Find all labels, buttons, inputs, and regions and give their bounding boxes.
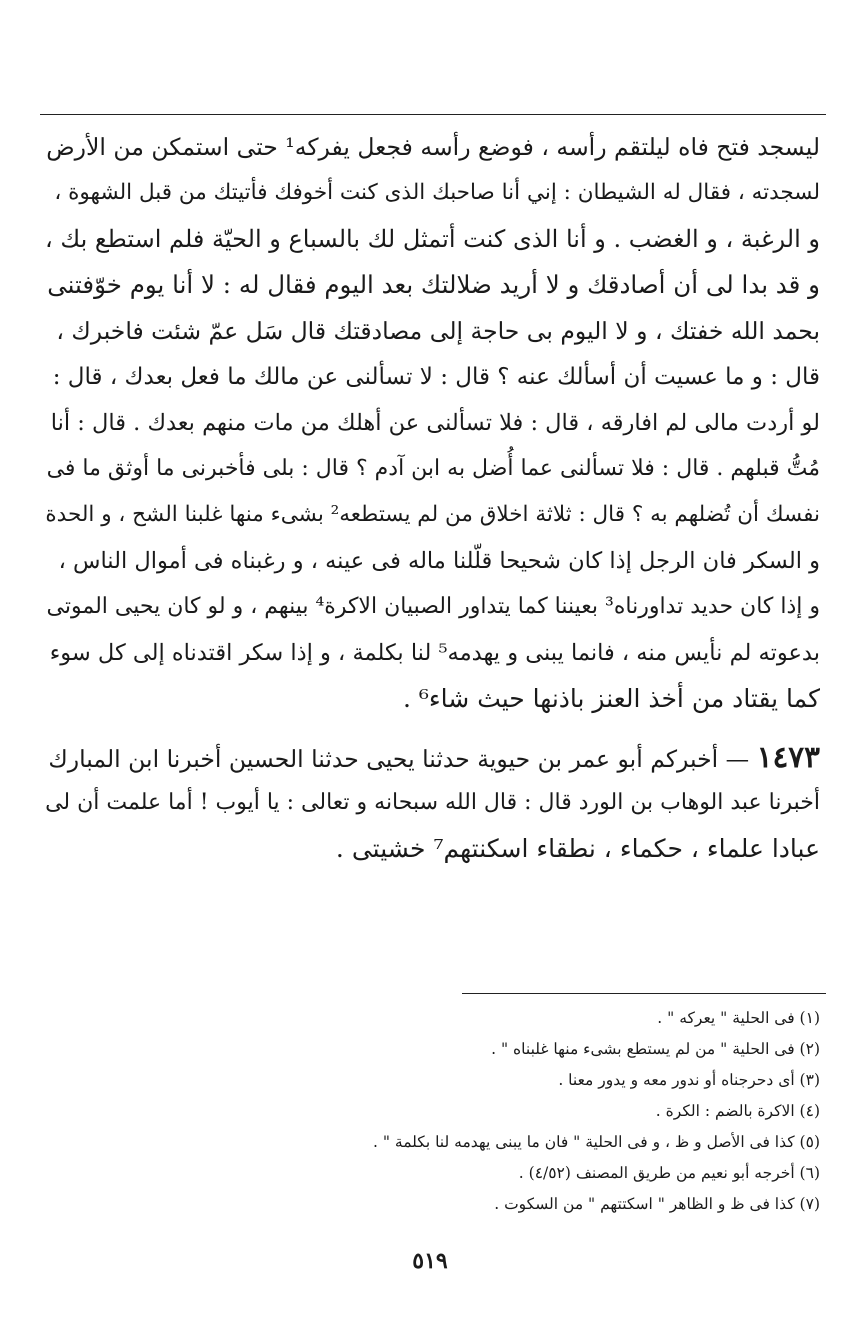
text-line bbox=[44, 734, 820, 780]
text-line: كما يقتاد من أخذ العنز باذنها حيث شاء⁶ . bbox=[402, 684, 820, 713]
entry-first-line: — أخبركم أبو عمر بن حيوية حدثنا يحيى حدثنا الحسين أخبرنا ابن المبارك bbox=[48, 745, 757, 773]
entry-number: ١٤٧٣ bbox=[756, 739, 820, 774]
text-line: لو أردت مالى لم افارقه ، قال : فلا تسألنى عن أهلك من مات منهم بعدك . قال : أنا bbox=[50, 410, 820, 436]
text-line: نفسك أن تُضلهم به ؟ قال : ثلاثة اخلاق من لم يستطعه² بشىء منها غلبنا الشح ، و الحدة bbox=[45, 502, 820, 527]
header-rule bbox=[40, 114, 826, 115]
footnote: (٧) كذا فى ظ و الظاهر " اسكتتهم " من السكوت . bbox=[494, 1195, 820, 1213]
paragraph-2 bbox=[44, 734, 820, 872]
footnote: (٣) أى دحرجناه أو ندور معه و يدور معنا . bbox=[558, 1071, 820, 1089]
text-line: لسجدته ، فقال له الشيطان : إني أنا صاحبك الذى كنت أخوفك فأتيتك من قبل الشهوة ، bbox=[54, 180, 820, 205]
text-line: بحمد الله خفتك ، و لا اليوم بى حاجة إلى مصادقتك قال سَل عمّ شئت فاخبرك ، bbox=[56, 317, 820, 345]
footnote: (٤) الاكرة بالضم : الكرة . bbox=[655, 1102, 820, 1120]
footnotes bbox=[300, 1003, 820, 1220]
main-text bbox=[44, 124, 820, 872]
text-line: و قد بدا لى أن أصادقك و لا أريد ضلالتك بعد اليوم فقال له : لا أنا يوم خوّفتنى bbox=[47, 270, 820, 299]
paragraph-1 bbox=[44, 124, 820, 722]
text-line: قال : و ما عسيت أن أسألك عنه ؟ قال : لا تسألنى عن مالك ما فعل بعدك ، قال : bbox=[52, 364, 820, 390]
footnote: (٦) أخرجه أبو نعيم من طريق المصنف (٤/٥٢) . bbox=[518, 1164, 820, 1182]
text-line: و السكر فان الرجل إذا كان شحيحا قلّلنا ماله فى عينه ، و رغبناه فى أموال الناس ، bbox=[58, 548, 820, 574]
text-line: أخبرنا عبد الوهاب بن الورد قال : قال الله سبحانه و تعالى : يا أيوب ! أما علمت أن لى bbox=[45, 790, 820, 815]
footnote: (٥) كذا فى الأصل و ظ ، و فى الحلية " فان ما يبنى يهدمه لنا بكلمة " . bbox=[372, 1133, 820, 1151]
footnote-rule bbox=[462, 993, 826, 994]
page-number: ٥١٩ bbox=[412, 1248, 448, 1274]
footnote: (٢) فى الحلية " من لم يستطع بشىء منها غلبناه " . bbox=[491, 1040, 820, 1058]
footnote: (١) فى الحلية " يعركه " . bbox=[657, 1009, 820, 1027]
text-line: بدعوته لم نأيس منه ، فانما يبنى و يهدمه⁵ لنا بكلمة ، و إذا سكر اقتدناه إلى كل سوء bbox=[49, 640, 820, 666]
text-line: مُتُّ قبلهم . قال : فلا تسألنى عما أُضل به ابن آدم ؟ قال : بلى فأخبرنى ما أوثق ما فى bbox=[46, 456, 820, 481]
text-line: و إذا كان حديد تداورناه³ بعيننا كما يتداور الصبيان الاكرة⁴ بينهم ، و لو كان يحيى الموتى bbox=[46, 594, 820, 619]
text-line: و الرغبة ، و الغضب . و أنا الذى كنت أتمثل لك بالسباع و الحيّة فلم استطع بك ، bbox=[44, 225, 820, 253]
text-line: ليسجد فتح فاه ليلتقم رأسه ، فوضع رأسه فجعل يفركه¹ حتى استمكن من الأرض bbox=[46, 133, 820, 161]
text-line: عبادا علماء ، حكماء ، نطقاء اسكنتهم⁷ خشيتى . bbox=[335, 834, 820, 863]
